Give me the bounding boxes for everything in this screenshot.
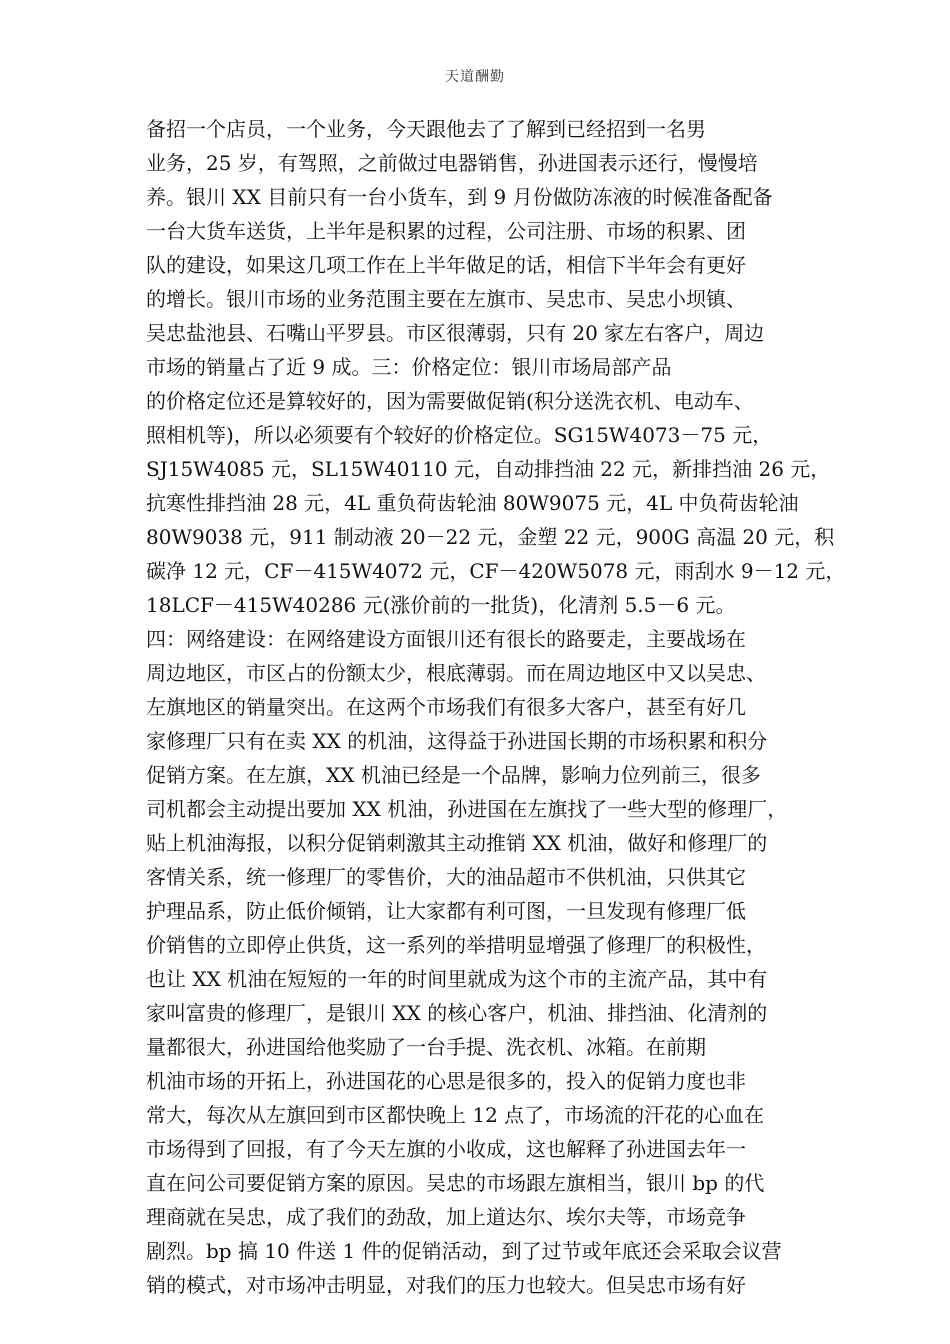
text-line: 剧烈。bp 搞 10 件送 1 件的促销活动，到了过节或年底还会采取会议营 (146, 1239, 782, 1263)
text-line: 促销方案。在左旗，XX 机油已经是一个品牌，影响力位列前三，很多 (146, 763, 761, 787)
text-line: 抗寒性排挡油 28 元，4L 重负荷齿轮油 80W9075 元，4L 中负荷齿轮油 (146, 491, 799, 515)
text-line: 一台大货车送货，上半年是积累的过程，公司注册、市场的积累、团 (146, 219, 746, 243)
text-line: 客情关系，统一修理厂的零售价，大的油品超市不供机油，只供其它 (146, 865, 746, 889)
text-line: 司机都会主动提出要加 XX 机油，孙进国在左旗找了一些大型的修理厂， (146, 797, 788, 821)
text-line: 市场的销量占了近 9 成。三：价格定位：银川市场局部产品 (146, 355, 672, 379)
text-line: 的增长。银川市场的业务范围主要在左旗市、吴忠市、吴忠小坝镇、 (146, 287, 746, 311)
text-line: 18LCF－415W40286 元(涨价前的一批货)，化清剂 5.5－6 元。 (146, 593, 736, 617)
text-line: 周边地区，市区占的份额太少，根底薄弱。而在周边地区中又以吴忠、 (146, 661, 766, 685)
text-line: 也让 XX 机油在短短的一年的时间里就成为这个市的主流产品，其中有 (146, 967, 768, 991)
text-line: 养。银川 XX 目前只有一台小货车，到 9 月份做防冻液的时候准备配备 (146, 185, 773, 209)
text-line: 队的建设，如果这几项工作在上半年做足的话，相信下半年会有更好 (146, 253, 746, 277)
text-line: 家叫富贵的修理厂，是银川 XX 的核心客户，机油、排挡油、化清剂的 (146, 1001, 768, 1025)
text-line: 机油市场的开拓上，孙进国花的心思是很多的，投入的促销力度也非 (146, 1069, 746, 1093)
text-line: 家修理厂只有在卖 XX 的机油，这得益于孙进国长期的市场积累和积分 (146, 729, 768, 753)
text-line: 照相机等)，所以必须要有个较好的价格定位。SG15W4073－75 元， (146, 423, 773, 447)
text-line: 80W9038 元，911 制动液 20－22 元，金塑 22 元，900G 高温 20 元，积 (146, 525, 835, 549)
text-line: 直在问公司要促销方案的原因。吴忠的市场跟左旗相当，银川 bp 的代 (146, 1171, 765, 1195)
text-line: 备招一个店员，一个业务，今天跟他去了了解到已经招到一名男 (146, 117, 706, 141)
document-body (146, 112, 846, 1302)
text-line: 碳净 12 元，CF－415W4072 元，CF－420W5078 元，雨刮水 9－12 元， (146, 559, 846, 583)
text-line: 价销售的立即停止供货，这一系列的举措明显增强了修理厂的积极性， (146, 933, 766, 957)
text-line: 吴忠盐池县、石嘴山平罗县。市区很薄弱，只有 20 家左右客户，周边 (146, 321, 765, 345)
text-line: 左旗地区的销量突出。在这两个市场我们有很多大客户，甚至有好几 (146, 695, 746, 719)
text-line: 量都很大，孙进国给他奖励了一台手提、洗衣机、冰箱。在前期 (146, 1035, 706, 1059)
text-line: 护理品系，防止低价倾销，让大家都有利可图，一旦发现有修理厂低 (146, 899, 746, 923)
text-line: 四：网络建设：在网络建设方面银川还有很长的路要走，主要战场在 (146, 627, 746, 651)
text-line: 理商就在吴忠，成了我们的劲敌，加上道达尔、埃尔夫等，市场竞争 (146, 1205, 746, 1229)
text-line: 贴上机油海报，以积分促销刺激其主动推销 XX 机油，做好和修理厂的 (146, 831, 768, 855)
page-header: 天道酬勤 (445, 69, 505, 85)
text-line: 的价格定位还是算较好的，因为需要做促销(积分送洗衣机、电动车、 (146, 389, 754, 413)
text-line: SJ15W4085 元，SL15W40110 元，自动排挡油 22 元，新排挡油 26 元， (146, 457, 831, 481)
text-line: 市场得到了回报，有了今天左旗的小收成，这也解释了孙进国去年一 (146, 1137, 746, 1161)
text-line: 销的模式，对市场冲击明显，对我们的压力也较大。但吴忠市场有好 (146, 1273, 746, 1297)
text-line: 业务，25 岁，有驾照，之前做过电器销售，孙进国表示还行，慢慢培 (146, 151, 758, 175)
text-line: 常大，每次从左旗回到市区都快晚上 12 点了，市场流的汗花的心血在 (146, 1103, 765, 1127)
